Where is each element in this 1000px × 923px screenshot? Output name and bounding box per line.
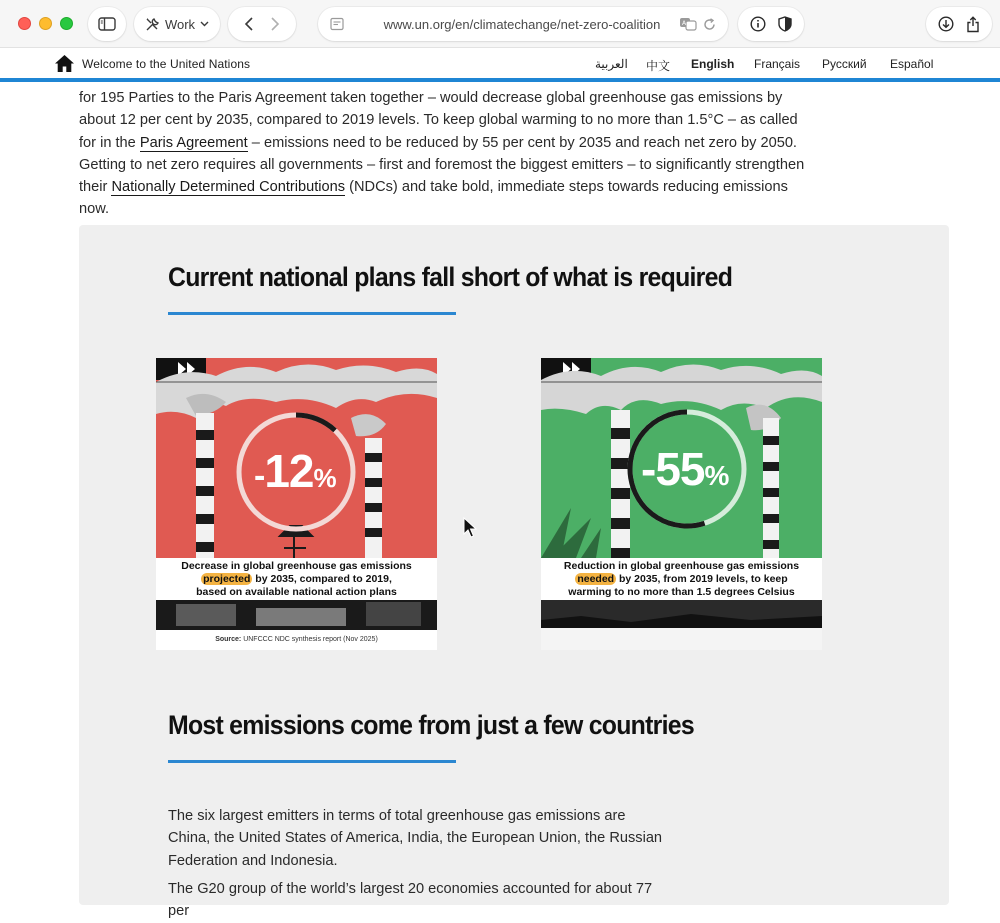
tab-group-selector[interactable] <box>134 7 220 41</box>
percent-value: 12 <box>264 445 314 497</box>
lang-arabic[interactable]: العربية <box>595 57 628 71</box>
browser-toolbar <box>0 0 1000 48</box>
caption-line: Decrease in global greenhouse gas emissions <box>181 560 412 572</box>
highlight-needed: needed <box>577 573 615 585</box>
caption-projected <box>156 558 437 600</box>
download-icon[interactable] <box>938 16 954 32</box>
content-panel <box>79 225 949 920</box>
toolbar-right-group <box>926 7 992 41</box>
caption-line <box>541 573 822 586</box>
heading-underline <box>168 312 456 315</box>
caption-needed <box>541 558 822 600</box>
percent-needed <box>641 442 728 496</box>
percent-symbol: % <box>313 463 336 493</box>
translate-icon[interactable] <box>679 17 697 31</box>
emitters-paragraph: The six largest emitters in terms of total greenhouse gas emissions are China, the United States of America, India, the European Union, the Russian Federation and Indonesia. <box>168 808 663 869</box>
welcome-link[interactable]: Welcome to the United Nations <box>82 57 251 71</box>
section-heading-plans: Current national plans fall short of what is required <box>168 262 733 292</box>
source-label: Source: <box>215 636 242 643</box>
source-note <box>156 630 437 650</box>
infographic-projected <box>156 358 437 650</box>
extensions-group <box>738 7 804 41</box>
caption-text: by 2035, from 2019 levels, to keep <box>616 573 788 585</box>
zoom-window-button[interactable] <box>60 17 73 30</box>
forward-icon[interactable] <box>270 17 280 31</box>
caption-line: based on available national action plans <box>196 586 397 598</box>
close-window-button[interactable] <box>18 17 31 30</box>
chevron-down-icon <box>200 21 209 27</box>
paris-agreement-link[interactable]: Paris Agreement <box>139 134 248 151</box>
minimize-window-button[interactable] <box>39 17 52 30</box>
infographic-needed <box>541 358 822 650</box>
caption-line <box>156 573 437 586</box>
section-heading-emitters: Most emissions come from just a few countries <box>168 710 694 740</box>
caption-line: warming to no more than 1.5 degrees Celsius <box>568 586 795 598</box>
history-navigation <box>228 7 296 41</box>
intro-text: – emissions need to be reduced by 55 per cent by 2035 and reach net zero by 2050. Getting to net zero requires all governments – first and foremost the biggest emitters – to significantly strengthen their <box>79 134 805 196</box>
intro-text: (NDCs) and take bold, immediate steps towards reducing emissions now. <box>79 179 788 218</box>
info-icon[interactable] <box>750 16 766 32</box>
intro-text: for 195 Parties to the Paris Agreement taken together – would decrease global greenhouse gas emissions by about 12 per cent by 2035, compared to 2019 levels. To keep global warming to no more than 1.5°C – as called for in the <box>79 90 798 151</box>
percent-symbol: % <box>704 460 729 491</box>
percent-projected <box>254 444 336 498</box>
svg-text:A: A <box>682 20 687 27</box>
factory-scene-image <box>541 358 822 650</box>
reload-icon[interactable] <box>703 18 716 31</box>
un-top-bar <box>0 48 1000 82</box>
url-text: www.un.org/en/climatechange/net-zero-coalition <box>383 16 661 32</box>
factory-scene-image <box>156 358 437 650</box>
intro-paragraph <box>79 87 809 221</box>
page-menu-icon[interactable] <box>330 17 344 31</box>
page-content <box>0 86 1000 920</box>
g20-paragraph: The G20 group of the world’s largest 20 economies accounted for about 77 per <box>168 881 653 920</box>
progress-ring-projected <box>296 415 335 430</box>
share-icon[interactable] <box>966 16 980 33</box>
caption-text: by 2035, compared to 2019, <box>252 573 392 585</box>
minus-sign: - <box>254 457 265 495</box>
lang-french[interactable]: Français <box>754 57 801 71</box>
caption-line: Reduction in global greenhouse gas emissions <box>563 560 800 572</box>
percent-value: -55 <box>641 443 705 495</box>
lang-spanish[interactable]: Español <box>890 57 934 71</box>
tools-icon <box>145 17 160 32</box>
highlight-projected: projected <box>203 573 251 585</box>
address-bar[interactable] <box>318 7 728 41</box>
shield-icon[interactable] <box>778 16 792 32</box>
home-icon[interactable] <box>54 54 75 73</box>
source-text: UNFCCC NDC synthesis report (Nov 2025) <box>241 636 378 643</box>
ndc-link[interactable]: Nationally Determined Contributions <box>111 179 346 196</box>
lang-english[interactable]: English <box>691 57 735 71</box>
back-icon[interactable] <box>244 17 254 31</box>
lang-chinese[interactable]: 中文 <box>646 59 671 73</box>
sidebar-icon <box>98 17 116 31</box>
sidebar-toggle-button[interactable] <box>88 7 126 41</box>
mouse-cursor-icon <box>463 517 477 539</box>
tab-group-label: Work <box>164 16 196 32</box>
heading-underline <box>168 760 456 763</box>
lang-russian[interactable]: Русский <box>822 57 867 71</box>
